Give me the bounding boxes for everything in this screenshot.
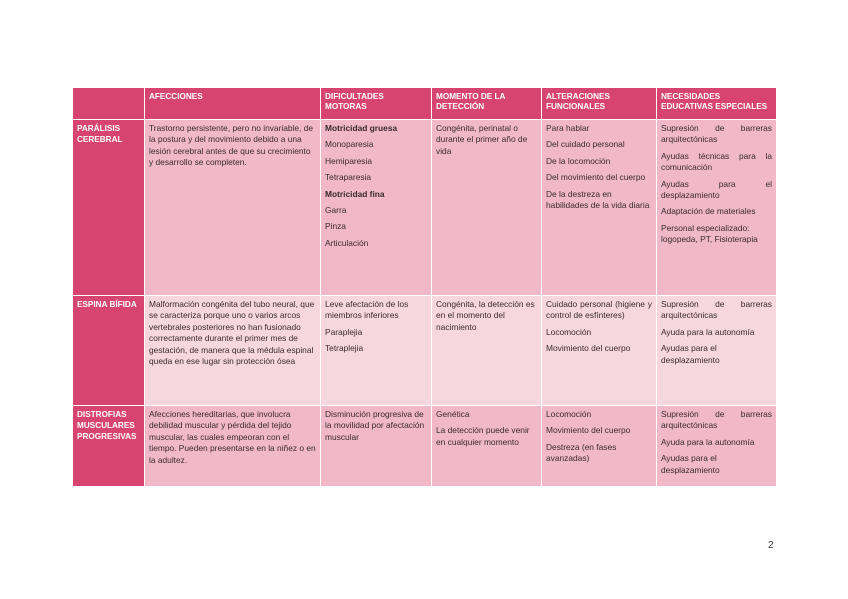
list-item: Monoparesia xyxy=(325,139,374,150)
list-item: Leve afectación de los miembros inferiores xyxy=(325,299,409,321)
list-item: Para hablar xyxy=(546,123,590,133)
page-number: 2 xyxy=(768,540,774,551)
list-item: Movimiento del cuerpo xyxy=(546,343,631,354)
row-header-paralisis-cerebral: PARÁLISIS CEREBRAL xyxy=(73,120,145,296)
header-alteraciones-funcionales: ALTERACIONES FUNCIONALES xyxy=(542,88,657,120)
cell-afecciones: Afecciones hereditarias, que involucra debilidad muscular y pérdida del tejido muscular, las cuales empeoran con el tiempo. Pueden presentarse en la niñez o en la adultez. xyxy=(145,406,321,487)
list-item: Disminución progresiva de la movilidad por afectación muscular xyxy=(325,409,425,442)
list-item: Congénita, la detección es en el momento del nacimiento xyxy=(436,299,535,332)
cell-alteraciones xyxy=(542,296,657,406)
header-necesidades-educativas: NECESIDADES EDUCATIVAS ESPECIALES xyxy=(657,88,777,120)
list-item: De la locomoción xyxy=(546,155,611,166)
list-item: Pinza xyxy=(325,221,346,232)
cell-necesidades xyxy=(657,406,777,487)
list-item: Ayudas técnicas para la comunicación xyxy=(661,150,772,173)
list-item: Motricidad gruesa xyxy=(325,123,398,133)
list-item: Locomoción xyxy=(546,326,592,337)
cell-necesidades xyxy=(657,120,777,296)
cell-afecciones: Trastorno persistente, pero no invariable, de la postura y del movimiento debido a una lesión cerebral antes de que su crecimiento y desarrollo se completen. xyxy=(145,120,321,296)
cell-momento xyxy=(432,406,542,487)
cell-dificultades xyxy=(321,296,432,406)
list-item: Ayudas para el desplazamiento xyxy=(661,343,720,365)
list-item: Personal especializado: logopeda, PT, Fisioterapia xyxy=(661,222,758,245)
cell-momento xyxy=(432,120,542,296)
table-row xyxy=(73,120,777,296)
list-item: Ayuda para la autonomía xyxy=(661,436,755,447)
list-item: Ayuda para la autonomía xyxy=(661,326,755,337)
list-item: Articulación xyxy=(325,237,369,248)
list-item: Movimiento del cuerpo xyxy=(546,425,631,436)
table-header-row xyxy=(73,88,777,120)
list-item: Locomoción xyxy=(546,409,592,419)
cell-necesidades xyxy=(657,296,777,406)
header-dificultades-motoras: DIFICULTADES MOTORAS xyxy=(321,88,432,120)
list-item: Hemiparesia xyxy=(325,155,373,166)
row-header-distrofias-musculares: DISTROFIAS MUSCULARES PROGRESIVAS xyxy=(73,406,145,487)
list-item: Motricidad fina xyxy=(325,188,385,199)
cell-dificultades xyxy=(321,120,432,296)
list-item: Tetraplejia xyxy=(325,343,364,354)
header-afecciones: AFECCIONES xyxy=(145,88,321,120)
list-item: La detección puede venir en cualquier momento xyxy=(436,425,530,447)
cell-alteraciones xyxy=(542,120,657,296)
list-item: Tetraparesia xyxy=(325,172,372,183)
list-item: Cuidado personal (higiene y control de esfínteres) xyxy=(546,299,652,321)
header-momento-deteccion: MOMENTO DE LA DETECCIÓN xyxy=(432,88,542,120)
header-blank xyxy=(73,88,145,120)
table-row xyxy=(73,406,777,487)
row-header-espina-bifida: ESPINA BÍFIDA xyxy=(73,296,145,406)
cell-momento xyxy=(432,296,542,406)
list-item: Genética xyxy=(436,409,470,419)
list-item: Ayudas para el desplazamiento xyxy=(661,453,720,475)
list-item: Supresión de barreras arquitectónicas xyxy=(661,123,772,145)
list-item: Congénita, perinatal o durante el primer año de vida xyxy=(436,123,528,156)
list-item: Paraplejia xyxy=(325,326,363,337)
list-item: Supresión de barreras arquitectónicas xyxy=(661,409,772,431)
list-item: De la destreza en habilidades de la vida diaria xyxy=(546,188,650,211)
table-row xyxy=(73,296,777,406)
list-item: Del cuidado personal xyxy=(546,139,625,150)
list-item: Garra xyxy=(325,205,347,216)
list-item: Supresión de barreras arquitectónicas xyxy=(661,299,772,321)
motor-disability-table xyxy=(72,87,777,487)
cell-alteraciones xyxy=(542,406,657,487)
list-item: Adaptación de materiales xyxy=(661,206,756,217)
cell-afecciones: Malformación congénita del tubo neural, que se caracteriza porque uno o varios arcos vertebrales posteriores no han fusionado correctamente durante el primer mes de gestación, de manera que la médula espinal queda en ese lugar sin protección ósea xyxy=(145,296,321,406)
list-item: Ayudas para el desplazamiento xyxy=(661,178,772,201)
list-item: Del movimiento del cuerpo xyxy=(546,172,646,183)
cell-dificultades xyxy=(321,406,432,487)
list-item: Destreza (en fases avanzadas) xyxy=(546,441,617,464)
